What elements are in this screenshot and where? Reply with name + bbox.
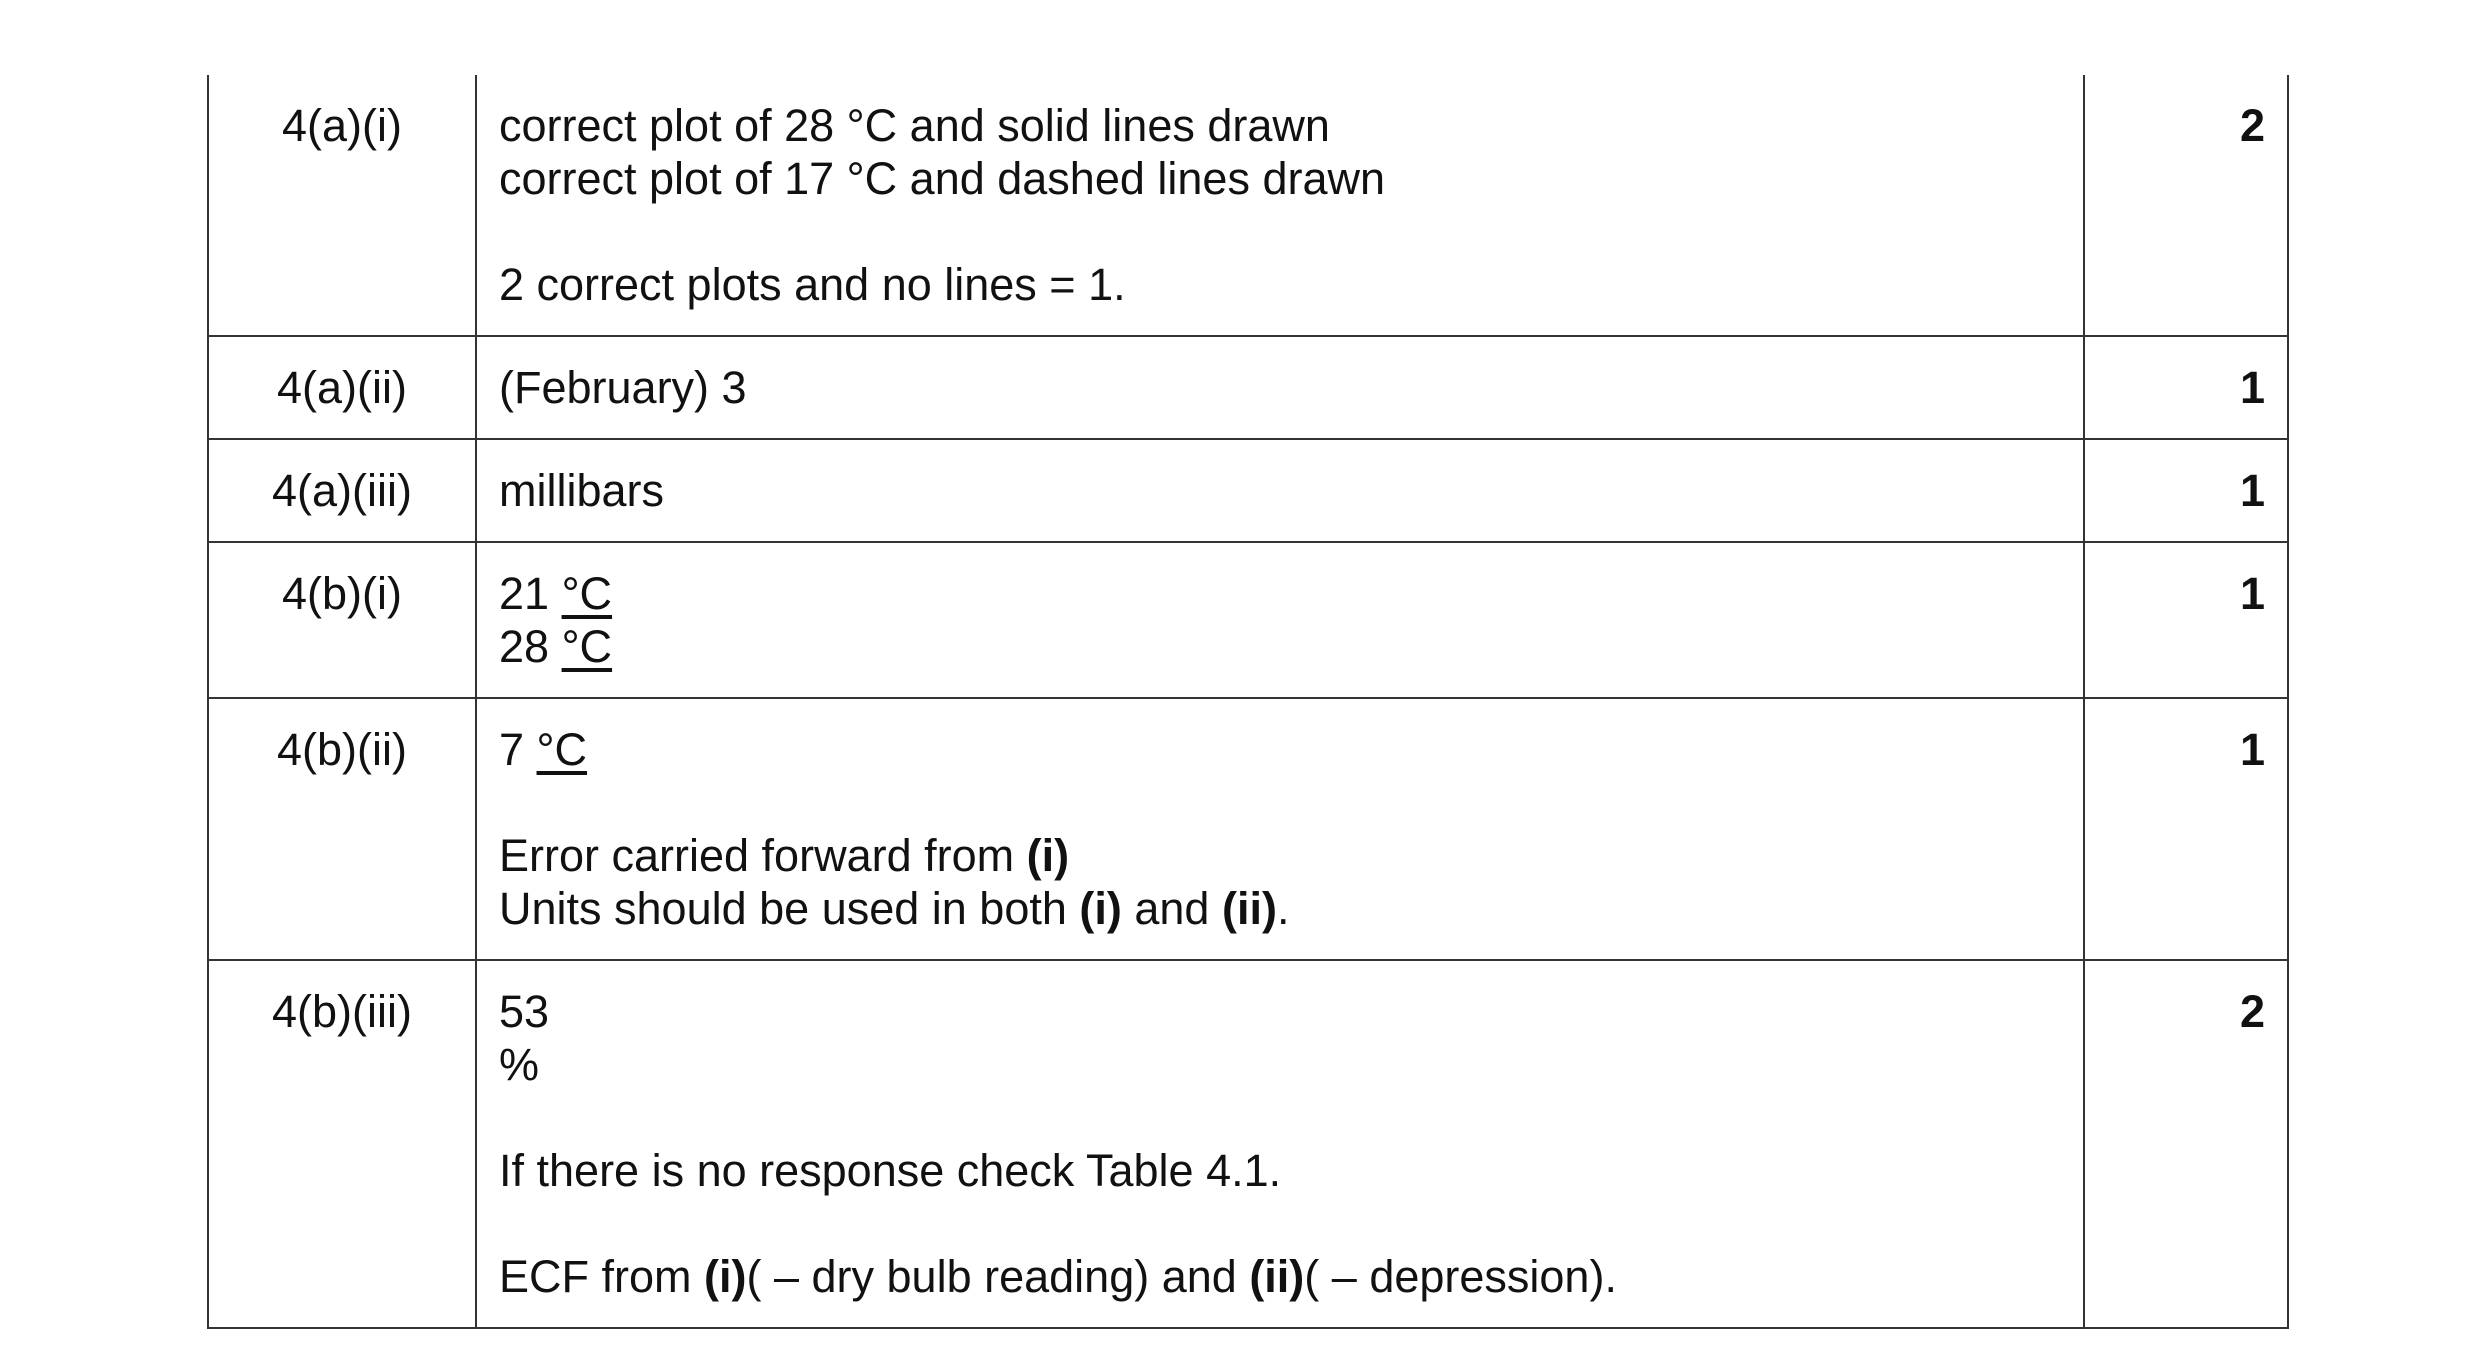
guidance-text: . bbox=[1276, 883, 1290, 934]
question-number: 4(a)(ii) bbox=[208, 336, 476, 439]
guidance-ref: (i) bbox=[704, 1251, 747, 1302]
marks: 1 bbox=[2084, 698, 2288, 960]
question-number: 4(a)(iii) bbox=[208, 439, 476, 542]
guidance-text: ( – dry bulb reading) and bbox=[746, 1251, 1250, 1302]
guidance-ref: (ii) bbox=[1221, 883, 1277, 934]
answer-line bbox=[499, 620, 2061, 673]
marks: 2 bbox=[2084, 960, 2288, 1328]
marks: 1 bbox=[2084, 336, 2288, 439]
answer-value: 28 bbox=[499, 621, 562, 672]
answer-value: 21 bbox=[499, 568, 562, 619]
guidance-text: ( – depression). bbox=[1304, 1251, 1617, 1302]
guidance-note: 2 correct plots and no lines = 1. bbox=[499, 259, 1126, 310]
answer-value: 7 bbox=[499, 724, 537, 775]
guidance-text: and bbox=[1121, 883, 1222, 934]
question-number: 4(b)(ii) bbox=[208, 698, 476, 960]
question-number: 4(b)(iii) bbox=[208, 960, 476, 1328]
answer-cell bbox=[476, 75, 2084, 336]
answer-cell bbox=[476, 336, 2084, 439]
table-row bbox=[208, 542, 2288, 698]
guidance-ref: (i) bbox=[1079, 883, 1122, 934]
answer-cell bbox=[476, 960, 2084, 1328]
guidance-ref: (i) bbox=[1026, 830, 1070, 881]
answer-line bbox=[499, 723, 2061, 776]
table-row bbox=[208, 75, 2288, 336]
question-number: 4(a)(i) bbox=[208, 75, 476, 336]
marks: 2 bbox=[2084, 75, 2288, 336]
answer-line: correct plot of 28 °C and solid lines drawn bbox=[499, 100, 1330, 151]
answer-cell bbox=[476, 439, 2084, 542]
answer-line: 53 bbox=[499, 986, 550, 1037]
answer-line: correct plot of 17 °C and dashed lines drawn bbox=[499, 153, 1386, 204]
marks: 1 bbox=[2084, 542, 2288, 698]
answer-cell bbox=[476, 698, 2084, 960]
guidance-note bbox=[499, 1250, 2061, 1303]
answer-line: (February) 3 bbox=[499, 362, 747, 413]
table-row bbox=[208, 698, 2288, 960]
guidance-text: ECF from bbox=[499, 1251, 705, 1302]
answer-line bbox=[499, 567, 2061, 620]
guidance-note bbox=[499, 882, 2061, 935]
answer-cell bbox=[476, 542, 2084, 698]
guidance-note: If there is no response check Table 4.1. bbox=[499, 1145, 1282, 1196]
guidance-ref: (ii) bbox=[1249, 1251, 1305, 1302]
answer-line: % bbox=[499, 1039, 540, 1090]
answer-unit: °C bbox=[561, 621, 613, 672]
table-row bbox=[208, 439, 2288, 542]
mark-scheme-sheet bbox=[207, 75, 2287, 1329]
guidance-text: Error carried forward from bbox=[499, 830, 1027, 881]
answer-line: millibars bbox=[499, 465, 665, 516]
question-number: 4(b)(i) bbox=[208, 542, 476, 698]
guidance-text: Units should be used in both bbox=[499, 883, 1080, 934]
table-row bbox=[208, 336, 2288, 439]
guidance-note bbox=[499, 829, 2061, 882]
mark-scheme-table bbox=[207, 75, 2289, 1329]
answer-unit: °C bbox=[561, 568, 613, 619]
answer-unit: °C bbox=[536, 724, 588, 775]
table-row bbox=[208, 960, 2288, 1328]
marks: 1 bbox=[2084, 439, 2288, 542]
